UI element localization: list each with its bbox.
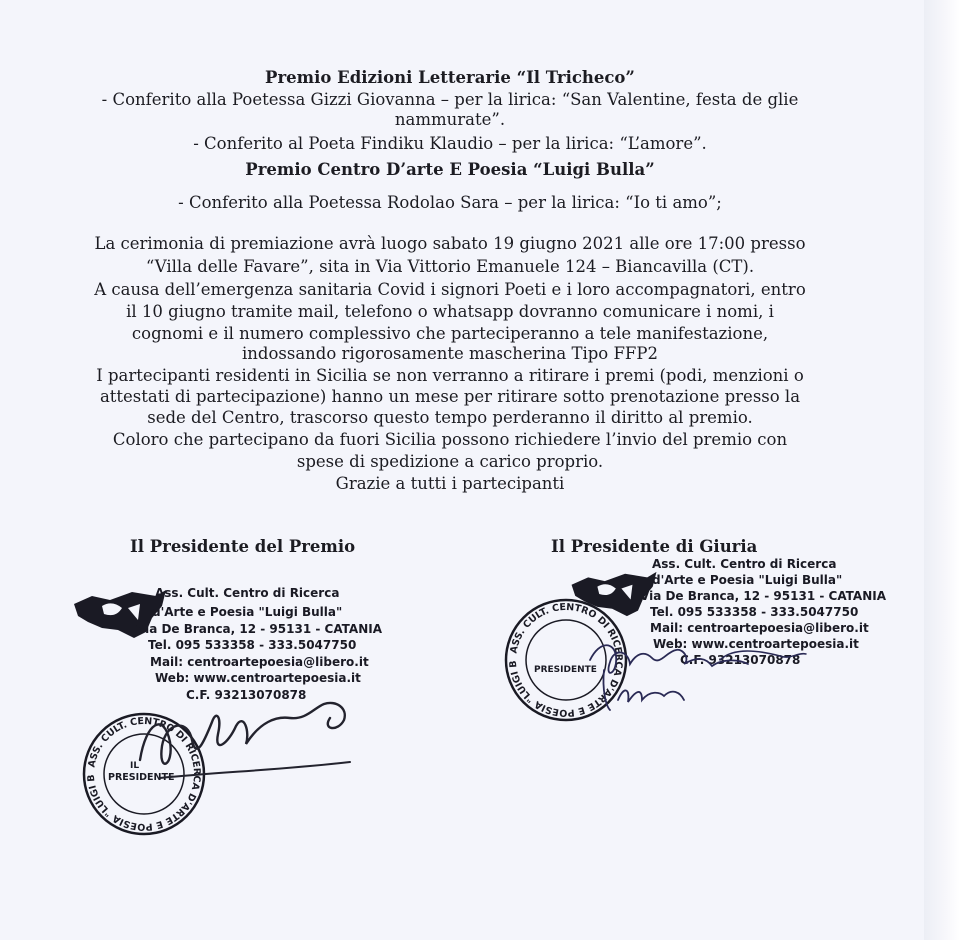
award1-line3: - Conferito al Poeta Findiku Klaudio – per la lirica: “L’amore”. — [193, 134, 707, 153]
body-line-2: “Villa delle Favare”, sita in Via Vittorio Emanuele 124 – Biancavilla (CT). — [145, 257, 755, 276]
right-stamp-line5: Mail: centroartepoesia@libero.it — [650, 621, 869, 635]
left-seal-label-1: IL — [130, 761, 140, 771]
left-stamp-line3: Via De Branca, 12 - 95131 - CATANIA — [136, 622, 383, 636]
body-line-5: cognomi e il numero complessivo che parteciperanno a tele manifestazione, — [131, 324, 769, 343]
award1-line1: - Conferito alla Poetessa Gizzi Giovanna – per la lirica: “San Valentine, festa de glie — [101, 90, 799, 109]
left-stamp-line6: Web: www.centroartepoesia.it — [155, 671, 361, 685]
right-stamp-line2: d'Arte e Poesia "Luigi Bulla" — [652, 573, 843, 587]
body-line-12: Grazie a tutti i partecipanti — [335, 474, 565, 493]
right-stamp-line6: Web: www.centroartepoesia.it — [653, 637, 859, 651]
body-line-1: La cerimonia di premiazione avrà luogo sabato 19 giugno 2021 alle ore 17:00 presso — [94, 234, 806, 253]
left-seal-label-2: PRESIDENTE — [108, 772, 175, 783]
right-seal-label: PRESIDENTE — [534, 665, 597, 675]
left-signature-title: Il Presidente del Premio — [130, 537, 356, 556]
body-line-10: Coloro che partecipano da fuori Sicilia possono richiedere l’invio del premio con — [112, 430, 788, 449]
left-seal-ring-text: ASS. CULT. CENTRO DI RICERCA D'ARTE E POESIA "LUIGI BULLA" — [78, 704, 203, 833]
body-line-6: indossando rigorosamente mascherina Tipo FFP2 — [242, 344, 658, 363]
right-signature-icon — [580, 630, 820, 720]
right-stamp-line4: Tel. 095 533358 - 333.5047750 — [650, 605, 859, 619]
left-signature-icon — [100, 682, 370, 792]
award1-line2: nammurate”. — [394, 110, 506, 129]
left-stamp-line2: d'Arte e Poesia "Luigi Bulla" — [152, 605, 343, 619]
award2-line1: - Conferito alla Poetessa Rodolao Sara – per la lirica: “Io ti amo”; — [178, 193, 722, 212]
right-signature-title: Il Presidente di Giuria — [551, 537, 758, 556]
left-stamp-line1: Ass. Cult. Centro di Ricerca — [155, 586, 340, 600]
body-line-3: A causa dell’emergenza sanitaria Covid i signori Poeti e i loro accompagnatori, entro — [94, 280, 806, 299]
body-line-11: spese di spedizione a carico proprio. — [296, 452, 604, 471]
body-line-4: il 10 giugno tramite mail, telefono o whatsapp dovranno comunicare i nomi, i — [126, 302, 774, 321]
award2-title: Premio Centro D’arte E Poesia “Luigi Bulla” — [245, 160, 655, 179]
right-seal-ring-text: ASS. CULT. CENTRO DI RICERCA D'ARTE E POESIA "LUIGI BULLA" — [500, 590, 625, 719]
body-line-8: attestati di partecipazione) hanno un mese per ritirare sotto prenotazione presso la — [99, 387, 801, 406]
body-line-7: I partecipanti residenti in Sicilia se non verranno a ritirare i premi (podi, menzioni o — [96, 366, 804, 385]
right-stamp-line7: C.F. 93213070878 — [680, 653, 801, 667]
award1-title: Premio Edizioni Letterarie “Il Tricheco” — [265, 68, 635, 87]
body-line-9: sede del Centro, trascorso questo tempo perderanno il diritto al premio. — [147, 408, 753, 427]
right-stamp-line3: Via De Branca, 12 - 95131 - CATANIA — [640, 589, 887, 603]
page-edge — [924, 0, 960, 940]
left-stamp-line7: C.F. 93213070878 — [186, 688, 307, 702]
right-stamp-line1: Ass. Cult. Centro di Ricerca — [652, 557, 837, 571]
left-stamp-line4: Tel. 095 533358 - 333.5047750 — [148, 638, 357, 652]
left-stamp-line5: Mail: centroartepoesia@libero.it — [150, 655, 369, 669]
